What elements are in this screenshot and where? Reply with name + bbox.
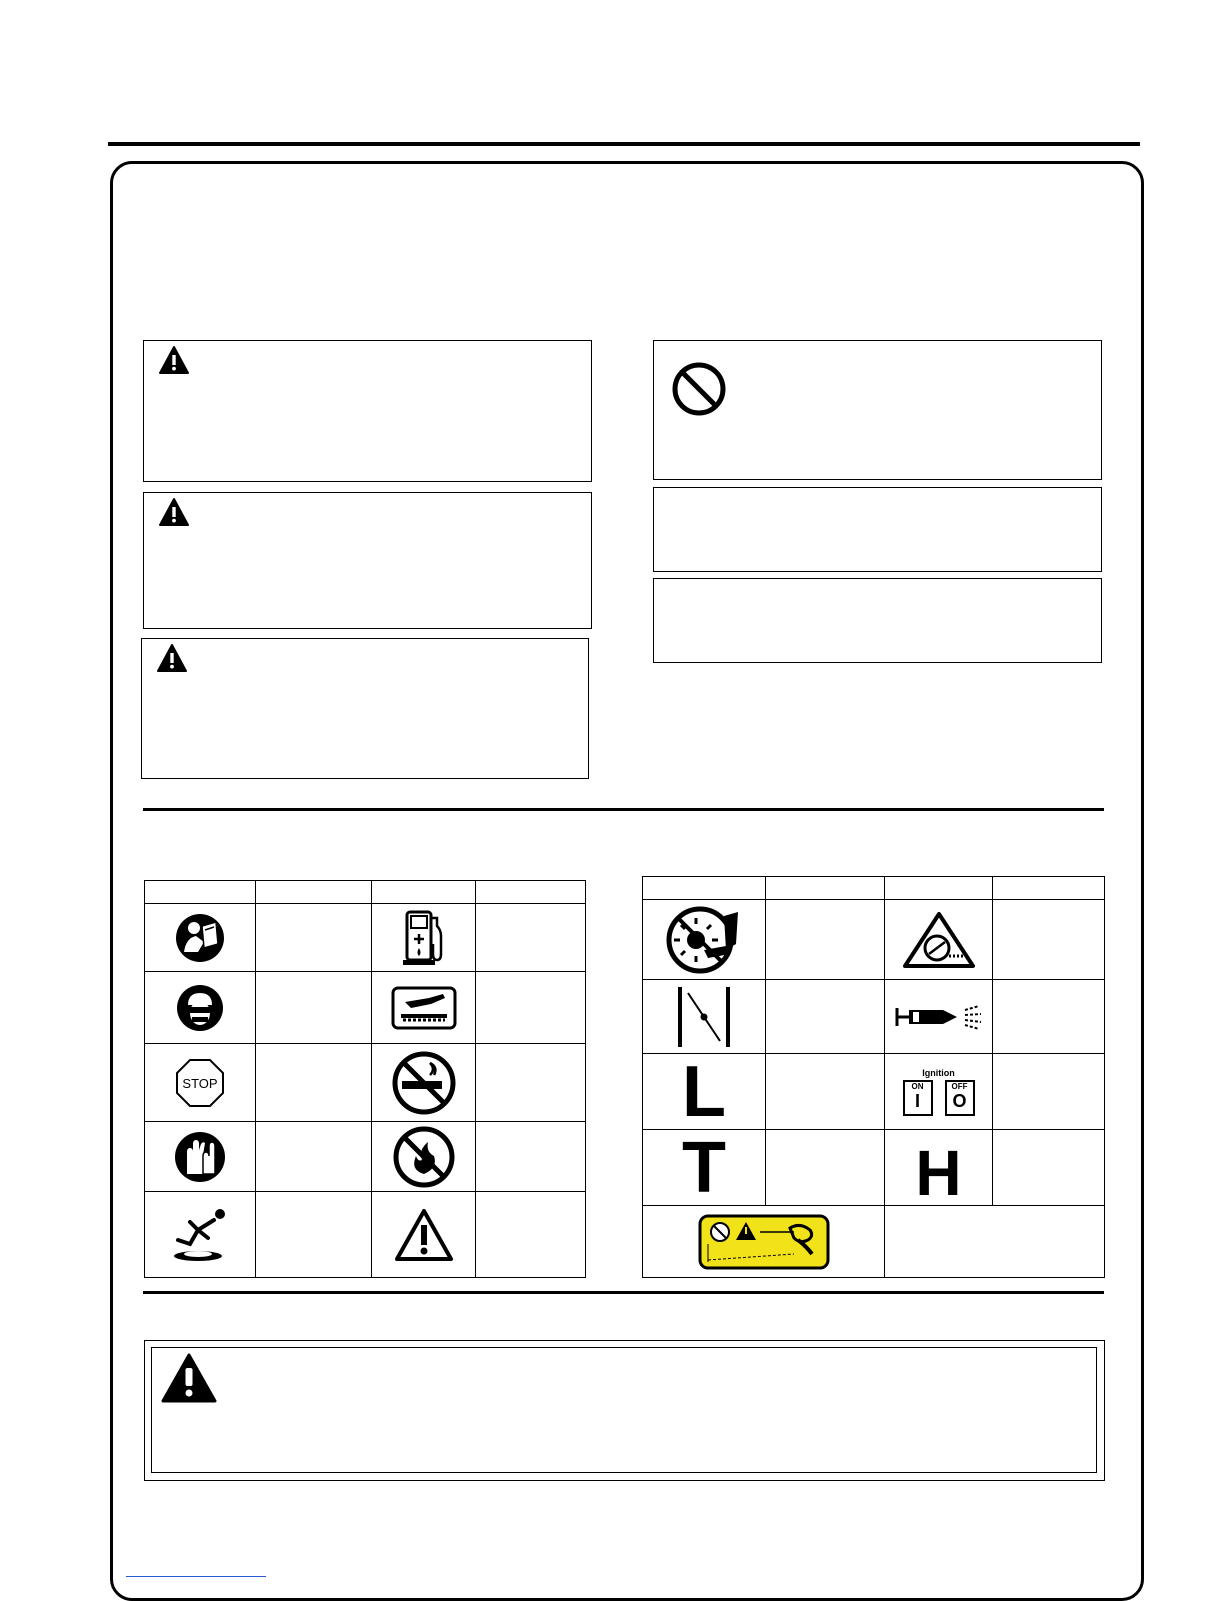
table-header-cell [643,877,766,900]
symbol-description-cell [766,1130,885,1206]
no-open-flame-icon [393,1126,455,1188]
symbol-cell [372,1044,476,1122]
prohibition-circle-icon [671,361,727,417]
symbol-description-cell [993,980,1105,1054]
symbol-cell [885,1130,993,1209]
warning-box-3 [141,638,589,779]
table-row [643,1054,1105,1130]
bottom-warning-outer [144,1340,1105,1481]
symbol-description-cell [476,1192,586,1278]
fuel-pump-icon [399,908,449,968]
symbol-description-cell [476,1122,586,1192]
bottom-warning-inner [151,1347,1097,1473]
L-letter-icon: L [682,1051,726,1132]
table-row [145,1192,586,1278]
right-symbol-table [642,876,1105,1278]
table-header-cell [476,881,586,904]
warning-triangle-icon [160,1352,218,1404]
table-row [145,972,586,1044]
symbol-cell [145,972,256,1044]
read-manual-icon [174,912,226,964]
symbol-description-cell [476,1044,586,1122]
warning-triangle-icon [158,497,190,527]
symbol-description-cell [256,1122,372,1192]
table-row [643,900,1105,980]
symbol-description-cell [256,1192,372,1278]
gloves-icon [173,1130,227,1184]
symbol-cell [643,1127,766,1208]
symbol-cell [372,1192,476,1278]
symbol-cell [643,900,766,980]
svg-text:STOP: STOP [182,1075,218,1091]
on-label: ON [911,1081,924,1091]
symbol-cell [145,904,256,972]
no-smoking-icon [392,1051,456,1115]
symbol-cell [643,980,766,1054]
section-rule [143,1291,1104,1294]
table-header-cell [766,877,885,900]
H-letter-icon: H [915,1136,962,1209]
symbol-cell [145,1192,256,1278]
warning-box-2 [143,492,592,629]
warning-triangle-icon [158,345,190,375]
symbol-cell [372,904,476,972]
symbol-cell [885,900,993,980]
section-rule [143,808,1104,811]
symbol-cell [643,1051,766,1132]
notice-box-3 [653,578,1102,663]
ignition-label: Ignition [922,1067,955,1078]
symbol-description-cell [993,1130,1105,1206]
symbol-description-cell [766,1054,885,1130]
T-letter-icon: T [682,1127,726,1208]
warning-triangle-icon [156,643,188,673]
symbol-description-cell [993,1054,1105,1130]
table-row [145,1044,586,1122]
table-row [145,904,586,972]
notice-box-2 [653,487,1102,572]
on-symbol: I [914,1090,920,1111]
fuel-spray-icon [893,1002,985,1032]
table-header-cell [993,877,1105,900]
kickback-decal-icon [698,1214,830,1270]
symbol-description-cell [993,900,1105,980]
symbol-description-cell [766,900,885,980]
symbol-description-cell [766,980,885,1054]
table-header-cell [256,881,372,904]
off-label: OFF [951,1081,968,1091]
stop-sign-icon [175,1058,225,1108]
table-header-cell [372,881,476,904]
head-eye-protection-icon [175,983,225,1033]
decal-description-cell [885,1206,1105,1278]
symbol-description-cell [256,904,372,972]
symbol-cell [885,1054,993,1130]
header-rule [108,142,1140,146]
symbol-description-cell [476,972,586,1044]
table-row [145,1122,586,1192]
decal-cell [643,1206,885,1278]
symbol-cell [145,1044,256,1122]
off-symbol: O [952,1090,967,1111]
symbol-description-cell [256,972,372,1044]
symbol-cell [372,1122,476,1192]
left-symbol-table [144,880,586,1278]
warning-box-1 [143,340,592,482]
hot-surface-hand-icon [391,986,457,1030]
symbol-description-cell [476,904,586,972]
symbol-cell [145,1122,256,1192]
symbol-cell [372,972,476,1044]
table-header-cell [885,877,993,900]
footer-link-underline[interactable] [126,1576,266,1577]
symbol-cell [885,980,993,1054]
no-chain-kickback-icon [664,904,744,976]
prohibition-box [653,340,1102,480]
caution-triangle-icon [393,1207,455,1263]
slip-fall-icon [168,1204,232,1266]
table-header-cell [145,881,256,904]
table-row [643,1130,1105,1206]
table-row [643,980,1105,1054]
symbol-description-cell [256,1044,372,1122]
table-row [643,1206,1105,1278]
ignition-switch-icon [903,1068,975,1116]
chain-brake-warning-icon [901,910,977,970]
choke-lever-icon [672,985,736,1049]
